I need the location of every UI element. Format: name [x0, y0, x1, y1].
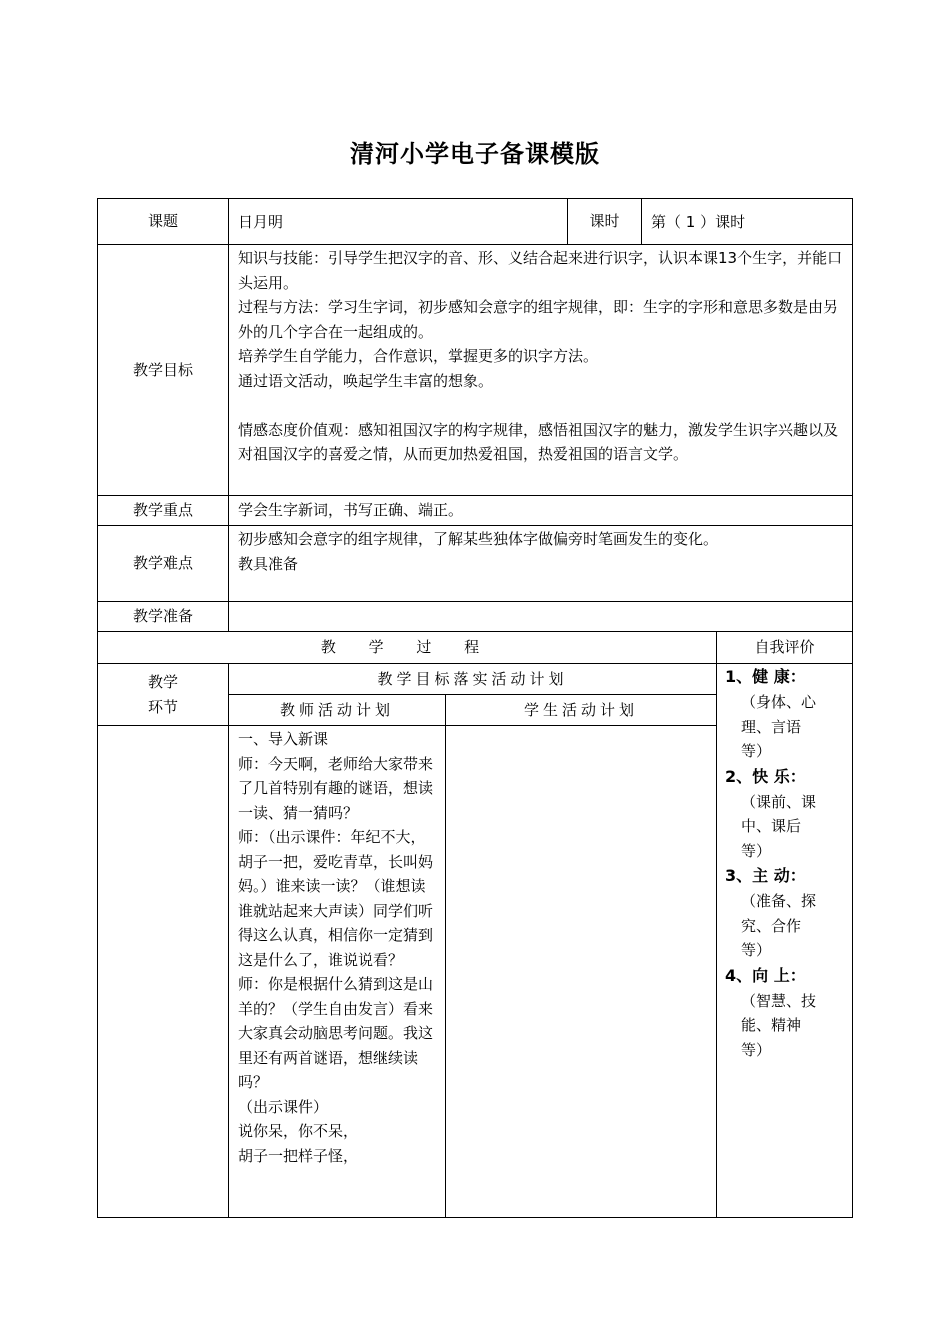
teacher-line: 师：你是根据什么猜到这是山羊的？（学生自由发言）看来大家真会动脑思考问题。我这里还有两首谜语，想继续读吗？ [238, 975, 434, 1091]
objective-line: 情感态度价值观：感知祖国汉字的构字规律，感悟祖国汉字的魅力，激发学生识字兴趣以及对祖国汉字的喜爱之情，从而更加热爱祖国，热爱祖国的语言文学。 [238, 420, 839, 463]
table-divider [97, 725, 717, 726]
self-eval-sub: （课前、课中、课后等） [741, 792, 817, 860]
self-eval-item [717, 664, 852, 764]
teacher-line: （出示课件） [238, 1097, 329, 1116]
self-eval-sub: （准备、探究、合作等） [741, 892, 817, 959]
self-eval-head: 4、向 上： [725, 965, 806, 985]
teacher-line: 说你呆，你不呆， [238, 1122, 359, 1140]
stage-label-line: 教学 [147, 673, 178, 691]
objectives-content [238, 246, 846, 467]
self-eval-sub: （智慧、技能、精神等） [741, 991, 817, 1059]
objective-line: 知识与技能：引导学生把汉字的音、形、义结合起来进行识字，认识本课13个生字，并能口头运用。 [238, 249, 843, 292]
self-eval-head: 1、健 康： [725, 667, 806, 686]
objectives-label: 教学目标 [132, 360, 193, 379]
self-eval-item [717, 764, 852, 864]
difficulties-line: 初步感知会意字的组字规律，了解某些独体字做偏旁时笔画发生的变化。 [238, 530, 719, 548]
teacher-line: 胡子一把样子怪， [238, 1146, 359, 1165]
objective-line: 过程与方法：学习生字词，初步感知会意字的组字规律，即：生字的字形和意思多数是由另外的几个字合在一起组成的。 [238, 298, 839, 341]
key-points-value: 学会生字新词，书写正确、端正。 [238, 501, 464, 519]
preparation-label: 教学准备 [132, 607, 193, 626]
table-border [97, 1217, 853, 1218]
table-border [852, 198, 853, 1218]
self-eval-head: 3、主 动： [725, 866, 806, 885]
table-divider [445, 694, 446, 1218]
teacher-header [229, 695, 445, 725]
process-header-text: 教 学 过 程 [320, 638, 494, 657]
teacher-line: 师：今天啊，老师给大家带来了几首特别有趣的谜语，想读一读、猜一猜吗？ [238, 754, 434, 822]
self-eval-item [717, 863, 852, 963]
plan-header [229, 664, 716, 694]
teacher-line: 一、导入新课 [238, 730, 329, 748]
difficulties-label: 教学难点 [132, 554, 193, 573]
objective-line: 通过语文活动，唤起学生丰富的想象。 [238, 371, 494, 390]
table-divider [641, 198, 642, 245]
teacher-header-text: 教师活动计划 [279, 700, 394, 719]
table-divider [228, 663, 229, 1218]
stage-label [98, 664, 228, 725]
self-eval-head: 2、快 乐： [725, 766, 806, 786]
key-points-label: 教学重点 [132, 501, 193, 520]
self-eval-header: 自我评价 [754, 638, 815, 657]
topic-label: 课题 [147, 212, 178, 231]
student-header-text: 学生活动计划 [523, 700, 638, 719]
topic-value: 日月明 [238, 213, 284, 231]
period-label: 课时 [589, 212, 620, 231]
table-divider [228, 198, 229, 632]
stage-label-line: 环节 [147, 697, 178, 716]
plan-header-text: 教学目标落实活动计划 [377, 669, 568, 688]
student-header [446, 695, 716, 725]
self-eval-item [717, 963, 852, 1063]
process-header [98, 632, 716, 663]
page-title: 清河小学电子备课模版 [350, 140, 600, 168]
period-value: 第（ 1 ）课时 [651, 213, 746, 231]
teacher-line: 师：（出示课件：年纪不大，胡子一把，爱吃青草，长叫妈妈。）谁来读一读？（谁想读谁就站起来大声读）同学们听得这么认真，相信你一定猜到这是什么了，谁说说看？ [238, 828, 434, 969]
objective-line [238, 393, 846, 418]
teacher-activities [238, 727, 438, 1168]
objective-line: 培养学生自学能力，合作意识，掌握更多的识字方法。 [238, 347, 599, 365]
self-eval-list [717, 664, 852, 1062]
self-eval-sub: （身体、心理、言语等） [741, 693, 817, 760]
difficulties-content [238, 527, 846, 576]
difficulties-line: 教具准备 [238, 554, 299, 573]
